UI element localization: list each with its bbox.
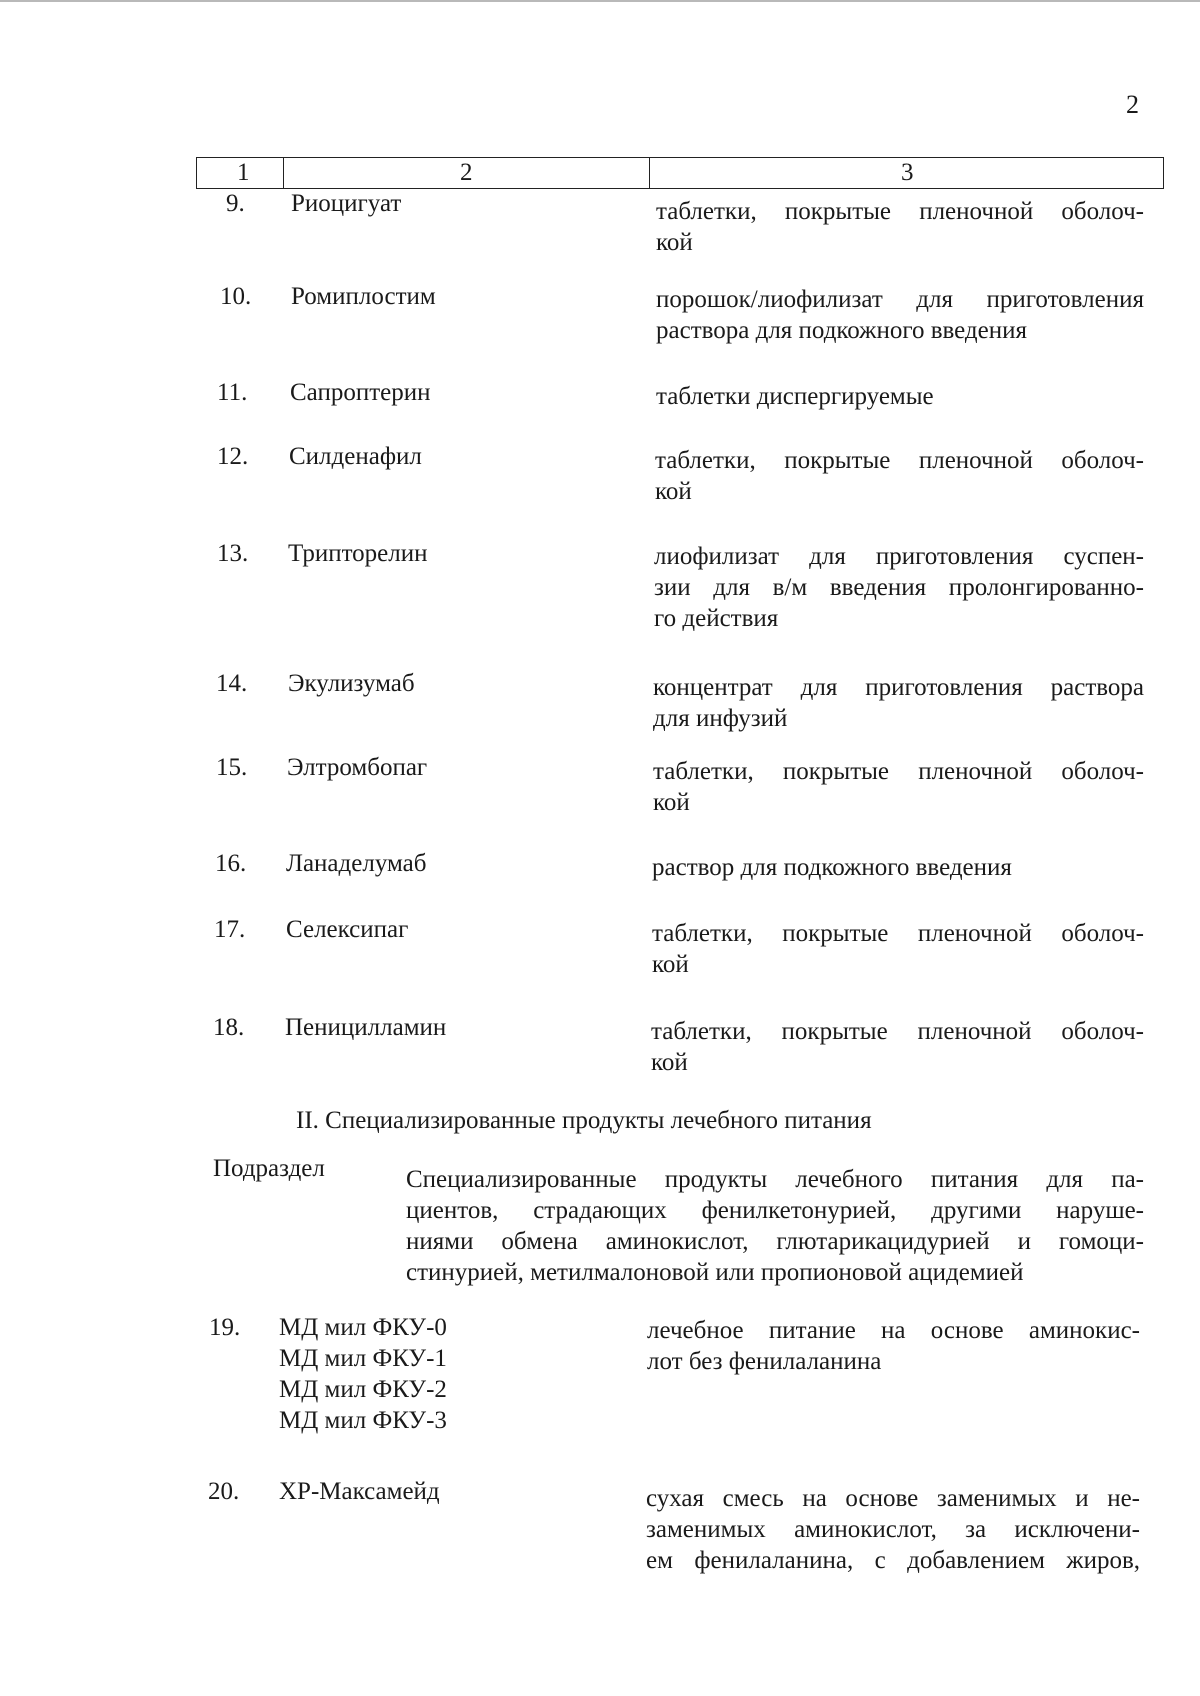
column-number-2: 2: [460, 159, 473, 186]
drug-name: Трипторелин: [288, 540, 428, 567]
column-number-3: 3: [901, 159, 914, 186]
column-number-1: 1: [237, 159, 250, 186]
row-number: 19.: [209, 1314, 241, 1341]
drug-name: Пеницилламин: [285, 1014, 447, 1041]
drug-name: Ланаделумаб: [286, 850, 427, 877]
drug-name: Элтромбопаг: [287, 754, 428, 781]
row-number: 17.: [214, 916, 246, 943]
row-number: 14.: [216, 670, 248, 697]
dosage-form: порошок/лиофилизат для приготовления раствора для подкожного введения: [656, 286, 1144, 344]
dosage-form: таблетки, покрытые пленочной оболоч- кой: [651, 1018, 1144, 1076]
dosage-form: раствор для подкожного введения: [652, 854, 1012, 881]
product-names: ХР-Максамейд: [279, 1478, 440, 1505]
section-title: II. Специализированные продукты лечебного питания: [296, 1107, 872, 1134]
dosage-form: таблетки, покрытые пленочной оболоч- кой: [653, 758, 1144, 816]
dosage-form: концентрат для приготовления раствора для инфузий: [653, 674, 1144, 732]
row-number: 11.: [217, 379, 248, 406]
drug-name: Риоцигуат: [291, 190, 402, 217]
row-number: 12.: [217, 443, 249, 470]
dosage-form: таблетки диспергируемые: [656, 383, 934, 410]
row-number: 13.: [217, 540, 249, 567]
table-column-header: [196, 157, 1164, 189]
row-number: 16.: [215, 850, 247, 877]
dosage-form: таблетки, покрытые пленочной оболоч- кой: [656, 198, 1144, 256]
drug-name: Экулизумаб: [288, 670, 415, 697]
top-border-line: [0, 0, 1200, 2]
dosage-form: лечебное питание на основе аминокис- лот без фенилаланина: [647, 1317, 1140, 1375]
page-number: 2: [1126, 90, 1139, 119]
column-divider: [649, 158, 650, 188]
dosage-form: сухая смесь на основе заменимых и не- заменимых аминокислот, за исключени- ем фенилаланина, с добавлением жиров,: [646, 1485, 1140, 1574]
subsection-description: Специализированные продукты лечебного питания для па- циентов, страдающих фенилкетонурией, другими наруше- ниями обмена аминокислот, глютарикацидурией и гомоци- стинурией, метилмалоновой или пропионовой ацидемией: [406, 1166, 1144, 1286]
product-names: МД мил ФКУ-0 МД мил ФКУ-1 МД мил ФКУ-2 МД мил ФКУ-3: [279, 1314, 447, 1434]
dosage-form: лиофилизат для приготовления суспен- зии для в/м введения пролонгированно- го действия: [654, 543, 1144, 632]
drug-name: Ромиплостим: [291, 283, 436, 310]
drug-name: Силденафил: [289, 443, 422, 470]
row-number: 20.: [208, 1478, 240, 1505]
row-number: 18.: [213, 1014, 245, 1041]
row-number: 9.: [226, 190, 245, 217]
dosage-form: таблетки, покрытые пленочной оболоч- кой: [655, 447, 1144, 505]
dosage-form: таблетки, покрытые пленочной оболоч- кой: [652, 920, 1144, 978]
row-number: 10.: [220, 283, 252, 310]
subsection-label: Подраздел: [213, 1155, 325, 1182]
drug-name: Селексипаг: [286, 916, 409, 943]
drug-name: Сапроптерин: [290, 379, 431, 406]
row-number: 15.: [216, 754, 248, 781]
column-divider: [283, 158, 284, 188]
